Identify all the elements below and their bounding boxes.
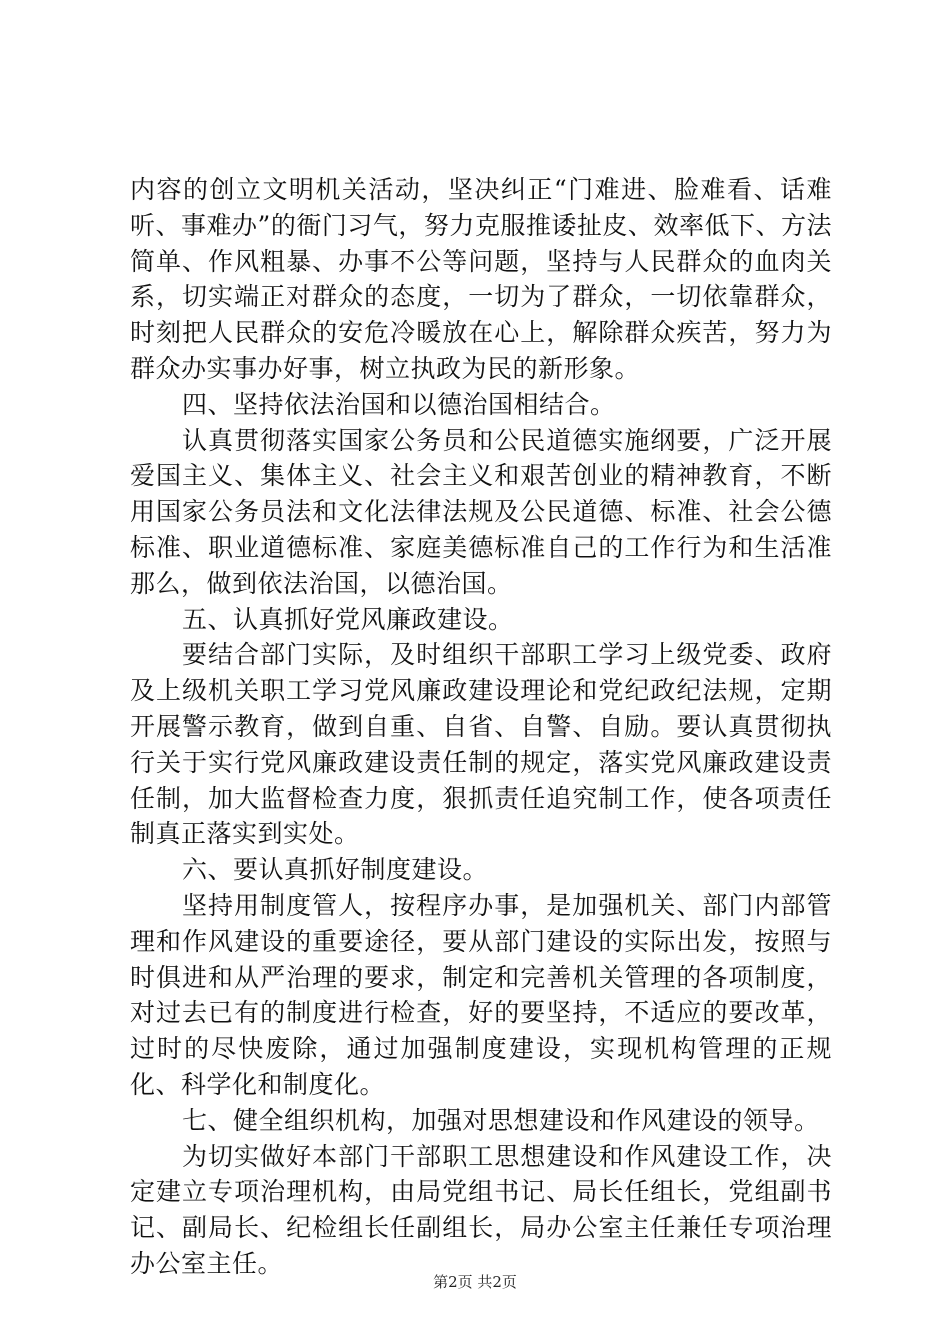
section-heading-6: 六、要认真抓好制度建设。 <box>182 855 489 885</box>
document-body <box>130 172 832 1282</box>
paragraph-section-7: 为切实做好本部门干部职工思想建设和作风建设工作，决定建立专项治理机构，由局党组书记、局长任组长，党组副书记、副局长、纪检组长任副组长，局办公室主任兼任专项治理办公室主任。 <box>130 1141 832 1278</box>
section-heading-7: 七、健全组织机构，加强对思想建设和作风建设的领导。 <box>182 1105 820 1135</box>
paragraph-continuation: 内容的创立文明机关活动，坚决纠正“门难进、脸难看、话难听、事难办”的衙门习气，努力克服推诿扯皮、效率低下、方法简单、作风粗暴、办事不公等问题，坚持与人民群众的血肉关系，切实端正对群众的态度，一切为了群众，一切依靠群众，时刻把人民群众的安危冷暖放在心上，解除群众疾苦，努力为群众办实事办好事，树立执政为民的新形象。 <box>130 175 832 383</box>
page-footer <box>0 1272 950 1292</box>
paragraph-section-4: 认真贯彻落实国家公务员和公民道德实施纲要，广泛开展爱国主义、集体主义、社会主义和艰苦创业的精神教育，不断用国家公务员法和文化法律法规及公民道德、标准、社会公德标准、职业道德标准、家庭美德标准自己的工作行为和生活准那么，做到依法治国，以德治国。 <box>130 425 832 598</box>
section-heading-4: 四、坚持依法治国和以德治国相结合。 <box>182 389 616 419</box>
page-number: 第2页 共2页 <box>433 1273 517 1291</box>
section-heading-5: 五、认真抓好党风廉政建设。 <box>182 604 514 634</box>
paragraph-section-6: 坚持用制度管人，按程序办事，是加强机关、部门内部管理和作风建设的重要途径，要从部门建设的实际出发，按照与时俱进和从严治理的要求，制定和完善机关管理的各项制度，对过去已有的制度进行检查，好的要坚持，不适应的要改革，过时的尽快废除，通过加强制度建设，实现机构管理的正规化、科学化和制度化。 <box>130 890 832 1099</box>
paragraph-section-5: 要结合部门实际，及时组织干部职工学习上级党委、政府及上级机关职工学习党风廉政建设理论和党纪政纪法规，定期开展警示教育，做到自重、自省、自警、自励。要认真贯彻执行关于实行党风廉政建设责任制的规定，落实党风廉政建设责任制，加大监督检查力度，狠抓责任追究制工作，使各项责任制真正落实到实处。 <box>130 640 832 849</box>
